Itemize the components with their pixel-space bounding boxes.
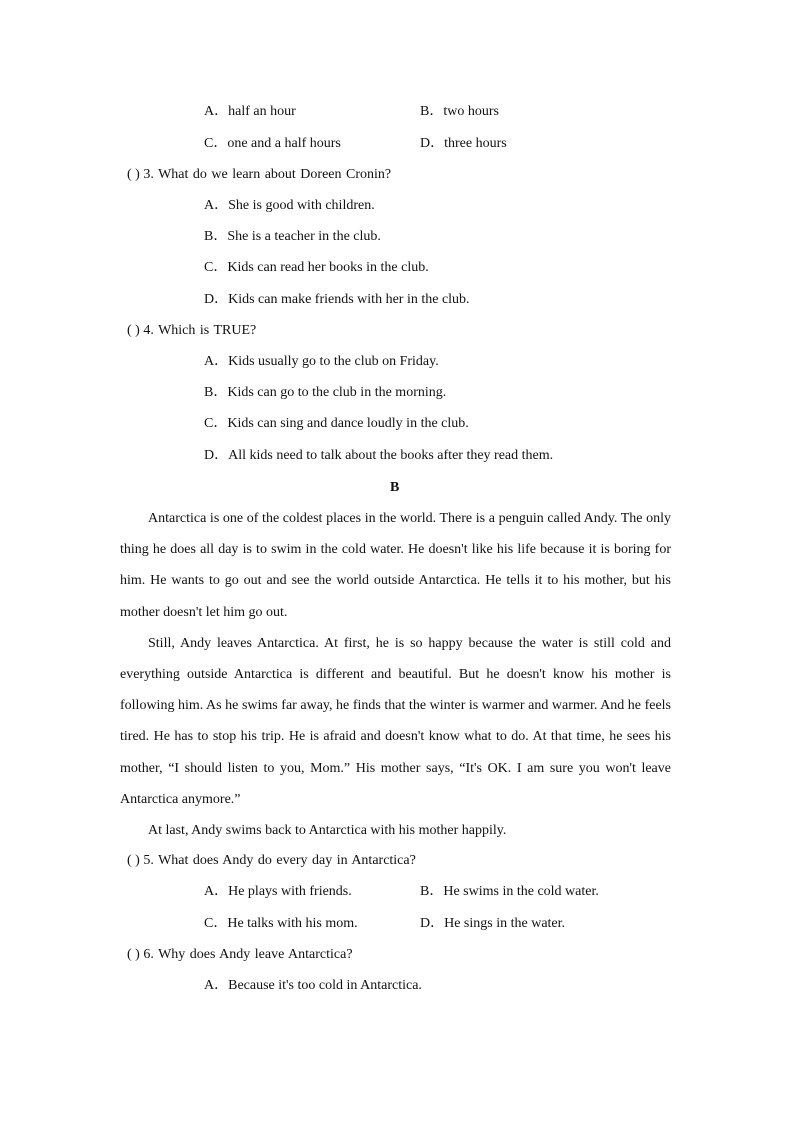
q4-option-c: C．Kids can sing and dance loudly in the club. (204, 416, 469, 431)
q6-question-line (127, 946, 353, 964)
q3-option-b: B．She is a teacher in the club. (204, 229, 381, 244)
q6-question-text: 6. Why does Andy leave Antarctica? (143, 947, 353, 962)
q4-option-d: D．All kids need to talk about the books after they read them. (204, 448, 554, 463)
q3-option-d: D．Kids can make friends with her in the club. (204, 292, 470, 307)
section-b-title: B (390, 480, 400, 495)
q6-answer-bracket[interactable]: ( ) (127, 947, 140, 962)
q3-question-line (127, 166, 391, 184)
q2-option-b: B．two hours (420, 104, 499, 119)
q4-option-a: A．Kids usually go to the club on Friday. (204, 354, 439, 369)
q2-options-row-1 (204, 103, 499, 121)
q3-option-a: A．She is good with children. (204, 198, 375, 213)
q5-question-text: 5. What does Andy do every day in Antarctica? (143, 853, 416, 868)
q3-option-c: C．Kids can read her books in the club. (204, 260, 429, 275)
q4-question-text: 4. Which is TRUE? (143, 323, 257, 338)
q4-answer-bracket[interactable]: ( ) (127, 323, 140, 338)
q5-question-line (127, 852, 416, 870)
passage-paragraph-1: Antarctica is one of the coldest places in the world. There is a penguin called Andy. The only thing he does all day is to swim in the cold water. He doesn't like his life because it is boring for him. He wants to go out and see the world outside Antarctica. He tells it to his mother, but his mother doesn't let him go out. (120, 511, 671, 620)
q5-option-c: C．He talks with his mom. (204, 916, 358, 931)
q2-option-c: C．one and a half hours (204, 136, 341, 151)
q3-question-text: 3. What do we learn about Doreen Cronin? (143, 167, 392, 182)
q4-option-b: B．Kids can go to the club in the morning. (204, 385, 447, 400)
q5-option-b: B．He swims in the cold water. (420, 884, 599, 899)
q5-option-a: A．He plays with friends. (204, 884, 352, 899)
q3-answer-bracket[interactable]: ( ) (127, 167, 140, 182)
passage-paragraph-3: At last, Andy swims back to Antarctica with his mother happily. (148, 823, 507, 839)
passage-paragraph-2: Still, Andy leaves Antarctica. At first, he is so happy because the water is still cold and everything outside Antarctica is different and beautiful. But he doesn't know his mother is following him. As he swims far away, he finds that the winter is warmer and warmer. And he feels tired. He has to stop his trip. He is afraid and doesn't know what to do. At that time, he sees his mother, “I should listen to you, Mom.” His mother says, “It's OK. I am sure you won't leave Antarctica anymore.” (120, 635, 671, 807)
q5-options-row-1 (204, 883, 599, 901)
q6-option-a: A．Because it's too cold in Antarctica. (204, 978, 422, 993)
q5-answer-bracket[interactable]: ( ) (127, 853, 140, 868)
section-b-passage (120, 503, 671, 846)
q2-option-d: D．three hours (420, 136, 507, 151)
q4-question-line (127, 322, 256, 340)
q2-options-row-2 (204, 135, 507, 153)
q5-options-row-2 (204, 915, 566, 933)
q2-option-a: A．half an hour (204, 104, 296, 119)
q5-option-d: D．He sings in the water. (420, 916, 566, 931)
